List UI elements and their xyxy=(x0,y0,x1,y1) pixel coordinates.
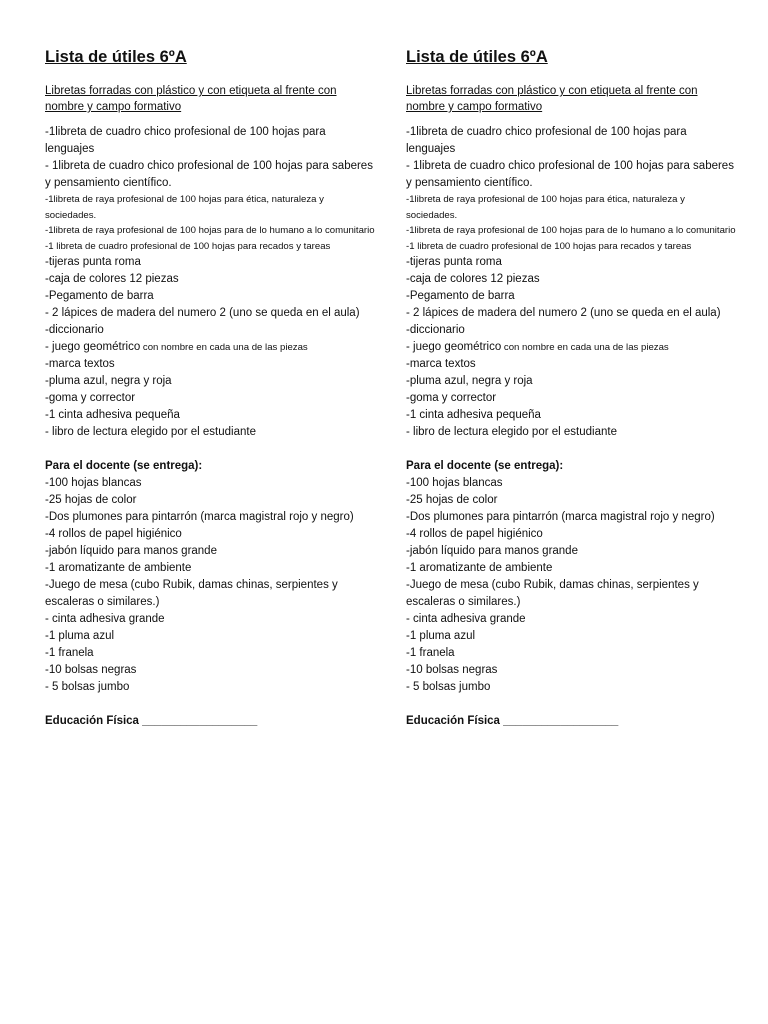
teacher-item: -1 aromatizante de ambiente xyxy=(406,562,553,574)
student-item-text: -tijeras punta roma xyxy=(45,256,141,268)
student-item-text: -1libreta de raya profesional de 100 hojas para de lo humano a lo comunitario xyxy=(406,225,736,236)
teacher-item: -1 pluma azul xyxy=(406,630,476,642)
student-item-text: -1 libreta de cuadro profesional de 100 hojas para recados y tareas xyxy=(45,240,331,252)
student-item xyxy=(406,239,736,255)
student-item xyxy=(406,407,736,424)
teacher-heading: Para el docente (se entrega): xyxy=(45,460,203,472)
teacher-item: -jabón líquido para manos grande xyxy=(406,545,578,557)
teacher-item: -1 pluma azul xyxy=(45,630,115,642)
student-item xyxy=(45,158,375,192)
student-item-text: -1libreta de raya profesional de 100 hojas para ética, naturaleza y sociedades. xyxy=(406,194,685,221)
teacher-item: -25 hojas de color xyxy=(406,494,498,506)
student-item-text: - 1libreta de cuadro chico profesional de 100 hojas para saberes y pensamiento científico. xyxy=(406,160,734,189)
student-item xyxy=(406,305,736,322)
student-item-text: -marca textos xyxy=(406,358,476,370)
teacher-item: -1 franela xyxy=(45,647,94,659)
student-item-text: -tijeras punta roma xyxy=(406,256,502,268)
student-item xyxy=(45,305,375,322)
student-item-text: -diccionario xyxy=(406,324,465,336)
list-title: Lista de útiles 6ºA xyxy=(45,48,187,66)
student-item-text: -1libreta de cuadro chico profesional de 100 hojas para lenguajes xyxy=(406,126,687,155)
teacher-item: -Dos plumones para pintarrón (marca magistral rojo y negro) xyxy=(45,511,354,523)
student-item-text: -pluma azul, negra y roja xyxy=(406,375,533,387)
list-intro: Libretas forradas con plástico y con etiqueta al frente con nombre y campo formativo xyxy=(406,85,698,113)
student-item-text: -caja de colores 12 piezas xyxy=(45,273,179,285)
student-item-text: -1libreta de raya profesional de 100 hojas para ética, naturaleza y sociedades. xyxy=(45,194,324,221)
list-intro: Libretas forradas con plástico y con etiqueta al frente con nombre y campo formativo xyxy=(45,85,337,113)
teacher-item: -10 bolsas negras xyxy=(406,664,498,676)
teacher-item: -jabón líquido para manos grande xyxy=(45,545,217,557)
student-item xyxy=(45,271,375,288)
student-item xyxy=(406,339,736,356)
student-item xyxy=(406,158,736,192)
student-item xyxy=(406,288,736,305)
student-item-text: -1 cinta adhesiva pequeña xyxy=(45,409,180,421)
teacher-item: -10 bolsas negras xyxy=(45,664,137,676)
student-item-note: con nombre en cada una de las piezas xyxy=(501,342,669,353)
student-item xyxy=(45,373,375,390)
student-item xyxy=(45,239,375,255)
student-item xyxy=(406,356,736,373)
student-item xyxy=(45,288,375,305)
teacher-item: -Juego de mesa (cubo Rubik, damas chinas, serpientes y escaleras o similares.) xyxy=(406,579,699,608)
teacher-item: -4 rollos de papel higiénico xyxy=(406,528,543,540)
teacher-item: - 5 bolsas jumbo xyxy=(406,681,491,693)
supply-list-right xyxy=(406,46,736,730)
student-item xyxy=(45,124,375,158)
student-item xyxy=(406,271,736,288)
physical-education-line: Educación Física __________________ xyxy=(406,715,619,727)
student-item xyxy=(406,373,736,390)
teacher-item: - cinta adhesiva grande xyxy=(406,613,526,625)
student-item xyxy=(45,254,375,271)
student-item-text: -1 cinta adhesiva pequeña xyxy=(406,409,541,421)
student-item xyxy=(406,223,736,239)
student-item-text: -Pegamento de barra xyxy=(45,290,154,302)
student-item xyxy=(406,124,736,158)
student-item xyxy=(45,424,375,441)
student-item xyxy=(406,254,736,271)
student-item xyxy=(45,192,375,223)
student-item-text: - libro de lectura elegido por el estudiante xyxy=(406,426,617,438)
student-item xyxy=(406,390,736,407)
supply-list-left xyxy=(45,46,375,730)
student-item xyxy=(45,390,375,407)
student-item-text: -goma y corrector xyxy=(406,392,497,404)
student-item-text: -pluma azul, negra y roja xyxy=(45,375,172,387)
student-item-text: -diccionario xyxy=(45,324,104,336)
student-item-text: - juego geométrico xyxy=(406,341,502,353)
student-item xyxy=(406,322,736,339)
teacher-item: -Dos plumones para pintarrón (marca magistral rojo y negro) xyxy=(406,511,715,523)
student-item-text: -1libreta de raya profesional de 100 hojas para de lo humano a lo comunitario xyxy=(45,225,375,236)
student-item-text: -marca textos xyxy=(45,358,115,370)
teacher-item: -100 hojas blancas xyxy=(406,477,503,489)
teacher-heading: Para el docente (se entrega): xyxy=(406,460,564,472)
student-item xyxy=(406,424,736,441)
student-item-text: -goma y corrector xyxy=(45,392,136,404)
student-item-text: -1libreta de cuadro chico profesional de 100 hojas para lenguajes xyxy=(45,126,326,155)
teacher-item: -4 rollos de papel higiénico xyxy=(45,528,182,540)
student-item-text: -1 libreta de cuadro profesional de 100 hojas para recados y tareas xyxy=(406,240,692,252)
student-item-text: - 1libreta de cuadro chico profesional de 100 hojas para saberes y pensamiento científico. xyxy=(45,160,373,189)
teacher-item: -Juego de mesa (cubo Rubik, damas chinas, serpientes y escaleras o similares.) xyxy=(45,579,338,608)
student-item-note: con nombre en cada una de las piezas xyxy=(140,342,308,353)
student-item-text: -Pegamento de barra xyxy=(406,290,515,302)
physical-education-line: Educación Física __________________ xyxy=(45,715,258,727)
student-item-text: - libro de lectura elegido por el estudiante xyxy=(45,426,256,438)
teacher-item: - cinta adhesiva grande xyxy=(45,613,165,625)
teacher-item: - 5 bolsas jumbo xyxy=(45,681,130,693)
teacher-item: -25 hojas de color xyxy=(45,494,137,506)
teacher-item: -100 hojas blancas xyxy=(45,477,142,489)
student-item-text: - juego geométrico xyxy=(45,341,141,353)
teacher-item: -1 franela xyxy=(406,647,455,659)
student-item xyxy=(45,356,375,373)
student-item xyxy=(45,223,375,239)
student-item xyxy=(45,322,375,339)
list-title: Lista de útiles 6ºA xyxy=(406,48,548,66)
student-item-text: - 2 lápices de madera del numero 2 (uno se queda en el aula) xyxy=(45,307,360,319)
student-item xyxy=(406,192,736,223)
student-item xyxy=(45,339,375,356)
student-item xyxy=(45,407,375,424)
student-item-text: - 2 lápices de madera del numero 2 (uno se queda en el aula) xyxy=(406,307,721,319)
student-item-text: -caja de colores 12 piezas xyxy=(406,273,540,285)
teacher-item: -1 aromatizante de ambiente xyxy=(45,562,192,574)
